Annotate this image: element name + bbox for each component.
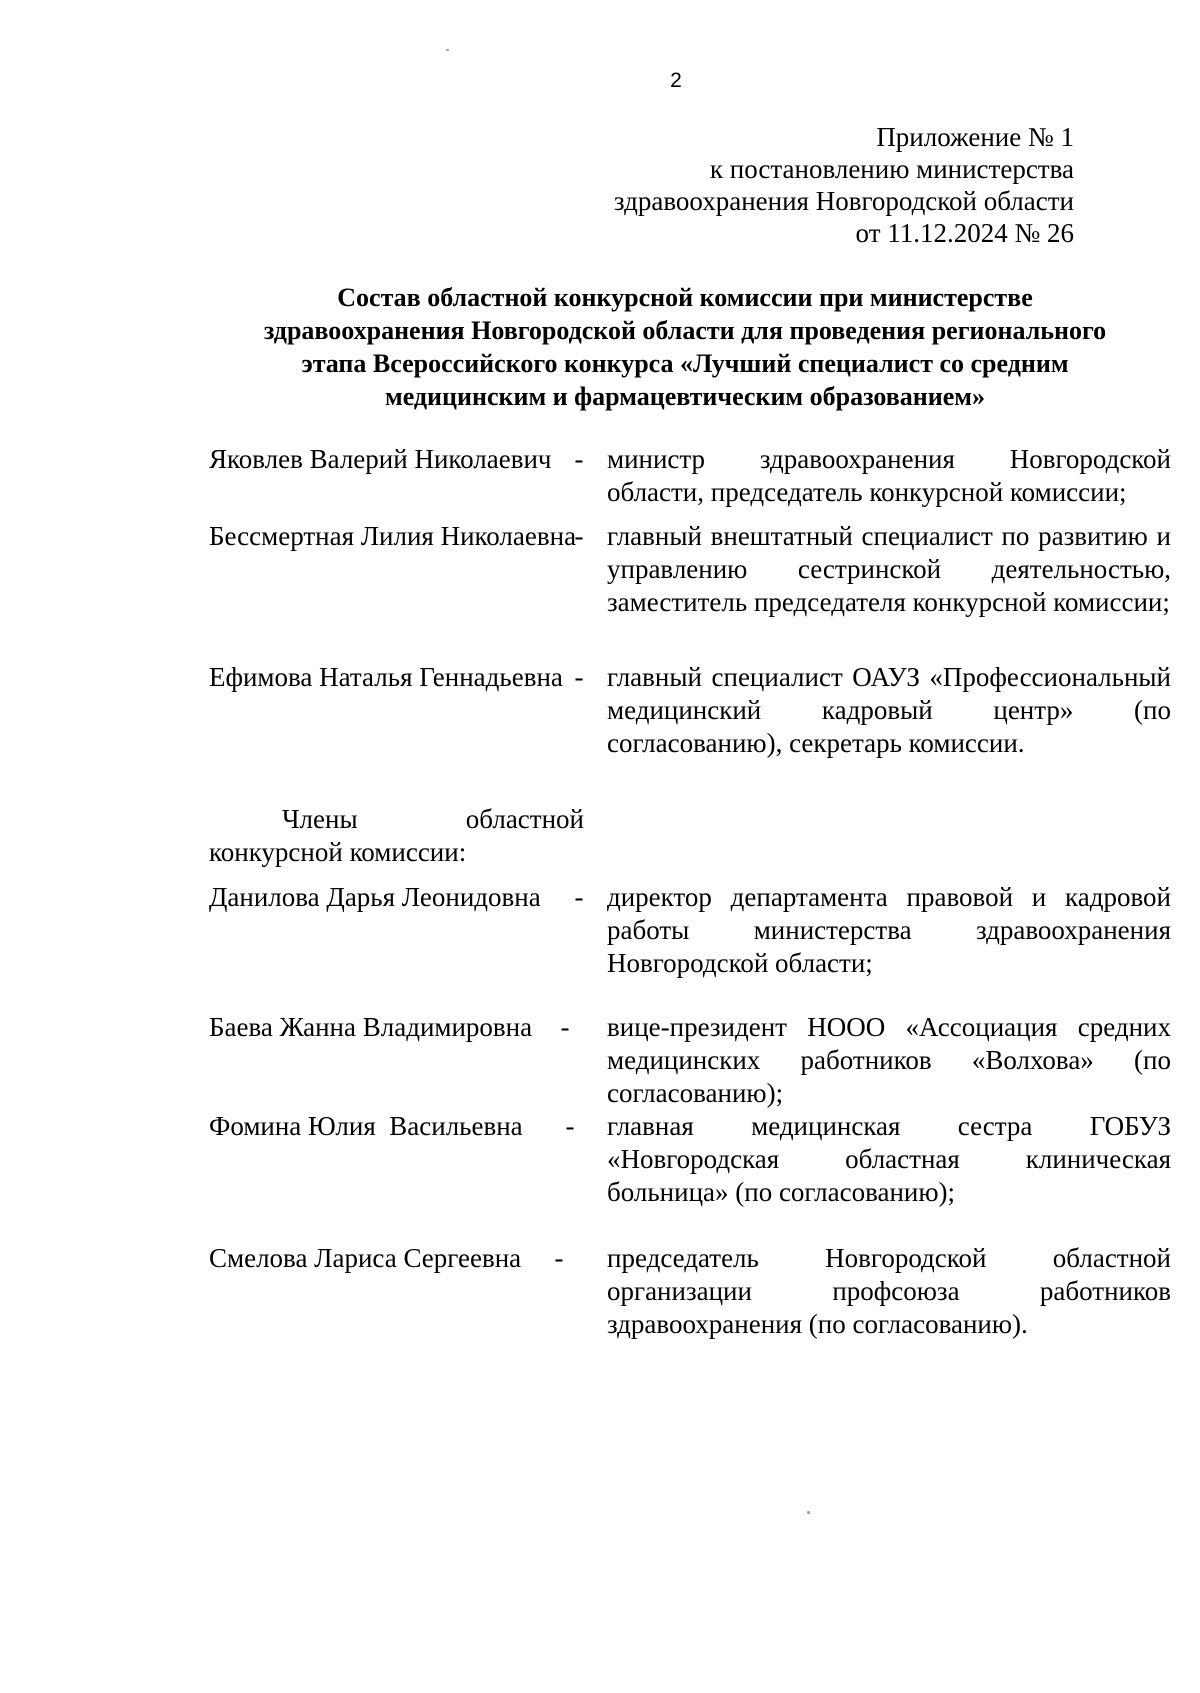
title-line: Состав областной конкурсной комиссии при министерстве xyxy=(337,283,1033,312)
appendix-header xyxy=(614,121,1074,249)
members-heading-line: конкурсной комиссии: xyxy=(209,837,467,867)
member-name: Смелова Лариса Сергеевна xyxy=(209,1243,522,1273)
member-name: Бессмертная Лилия Николаевна xyxy=(209,521,577,551)
title-line: здравоохранения Новгородской области для проведения регионального xyxy=(263,316,1107,345)
member-role: главный специалист ОАУЗ «Профессиональный медицинский кадровый центр» (по согласованию), секретарь комиссии. xyxy=(607,662,1171,758)
appendix-date-line: от 11.12.2024 № 26 xyxy=(855,218,1074,248)
dash-separator: - xyxy=(574,882,584,912)
member-role: главная медицинская сестра ГОБУЗ «Новгородская областная клиническая больница» (по согласованию); xyxy=(607,1111,1171,1207)
appendix-line: Приложение № 1 xyxy=(876,122,1074,152)
members-heading xyxy=(209,803,584,869)
dash-separator: - xyxy=(574,662,584,692)
dash-separator: - xyxy=(565,1111,575,1141)
member-name: Данилова Дарья Леонидовна xyxy=(209,882,541,912)
member-role: министр здравоохранения Новгородской области, председатель конкурсной комиссии; xyxy=(607,444,1171,507)
member-role: председатель Новгородской областной организации профсоюза работников здравоохранения (по согласованию). xyxy=(607,1243,1171,1339)
title-line: этапа Всероссийского конкурса «Лучший специалист со средним xyxy=(301,349,1069,378)
member-name: Яковлев Валерий Николаевич xyxy=(209,444,552,474)
member-name: Фомина Юлия Васильевна xyxy=(209,1111,523,1141)
members-heading-word: Члены xyxy=(282,804,358,834)
dash-separator: - xyxy=(574,521,584,551)
page-number: 2 xyxy=(670,69,682,92)
member-name: Баева Жанна Владимировна xyxy=(209,1012,533,1042)
dash-separator: - xyxy=(574,444,584,474)
scan-speck xyxy=(446,49,449,51)
scan-speck xyxy=(807,1511,810,1514)
member-role: главный внештатный специалист по развитию и управлению сестринской деятельностью, заместитель председателя конкурсной комиссии; xyxy=(607,521,1171,617)
title-line: медицинским и фармацевтическим образованием» xyxy=(384,382,986,411)
appendix-line: к постановлению министерства xyxy=(709,154,1074,184)
dash-separator: - xyxy=(560,1012,570,1042)
members-heading-word: областной xyxy=(465,804,584,834)
document-title xyxy=(205,281,1165,413)
member-role: директор департамента правовой и кадровой работы министерства здравоохранения Новгородской области; xyxy=(607,882,1171,978)
member-name: Ефимова Наталья Геннадьевна xyxy=(209,662,563,692)
member-role: вице-президент НООО «Ассоциация средних медицинских работников «Волхова» (по согласованию); xyxy=(607,1012,1171,1108)
dash-separator: - xyxy=(554,1243,564,1273)
appendix-line: здравоохранения Новгородской области xyxy=(613,186,1074,216)
